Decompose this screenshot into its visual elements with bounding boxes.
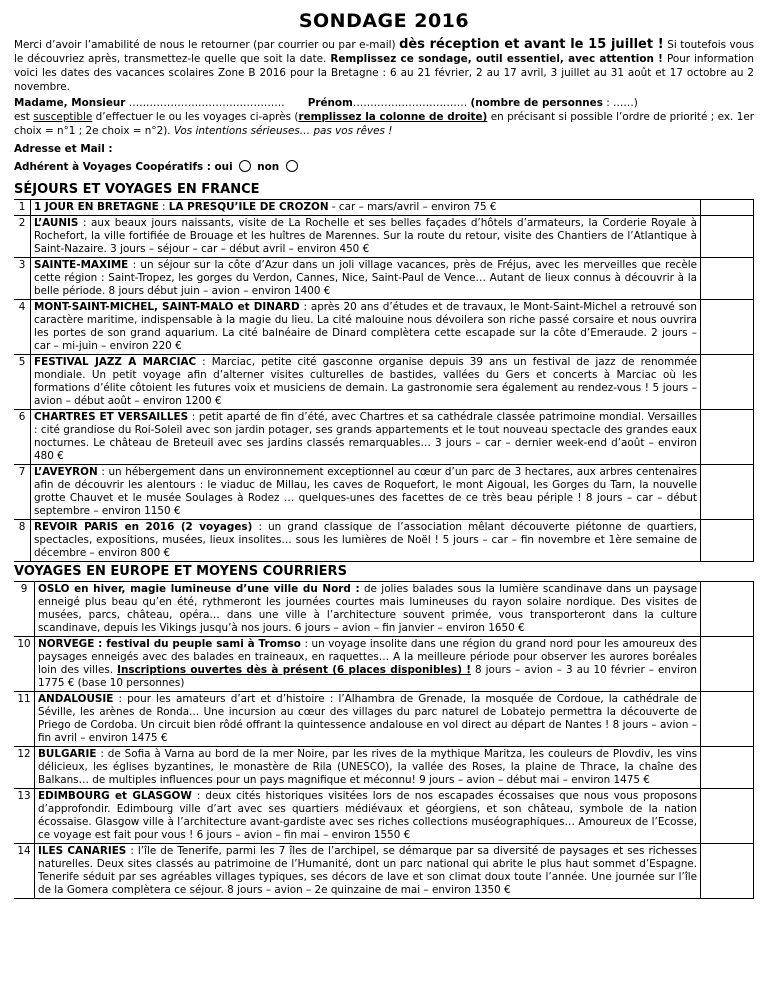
trip-number: 2: [14, 216, 31, 258]
priority-cell[interactable]: [701, 216, 754, 258]
section-europe-title: VOYAGES EN EUROPE ET MOYENS COURRIERS: [14, 564, 347, 579]
priority-cell[interactable]: [701, 844, 754, 899]
trip-text: : un grand classique de l’association mêlant découverte piétonne de quartiers, spectacles, expositions, musées, lieux insolites… sous les lumières de Noël ! 5 jours – car – fin novembre et 1ère semaine de décembre – environ 800 €: [34, 521, 697, 559]
trip-title: SAINTE-MAXIME: [34, 259, 129, 271]
trip-row: [14, 747, 754, 789]
priority-cell[interactable]: [701, 355, 754, 410]
adherent-label: Adhérent à Voyages Coopératifs : oui: [14, 161, 233, 173]
trip-description: [31, 520, 701, 562]
trip-title: FESTIVAL JAZZ A MARCIAC: [34, 356, 197, 368]
trip-text: : petit aparté de fin d’été, avec Chartres et sa cathédrale classée patrimoine mondial. Versailles : cité grandiose du Roi-Soleil avec son jardin potager, ses grands appartements et le tout nouveau spectacle des grandes eaux nocturnes. Le château de Breteuil avec ses jardins classés remarquables… 3 jours – car – dernier week-end d’août – environ 480 €: [34, 411, 697, 462]
holidays-text: Pour information voici les dates des vacances scolaires Zone B 2016 pour la Bretagne : 6 au 21 février, 2 au 17 avril, 3 juillet au 31 août et 17 octobre au 2 novembre.: [14, 53, 755, 93]
priority-cell[interactable]: [701, 692, 754, 747]
trip-text: : l’île de Tenerife, parmi les 7 îles de l’archipel, se démarque par sa diversité de paysages et ses richesses naturelles. Deux sites classés au patrimoine de l’Humanité, dont un parc national qui abrite le plus haut sommet d’Espagne. Tenerife séduit par ses agréables villages typiques, ses décors de lave et son climat doux toute l’année. Une journée sur l’île de la Gomera complètera ce séjour. 8 jours – avion – 2e quinzaine de mai – environ 1350 €: [38, 845, 697, 896]
trip-number: 8: [14, 520, 31, 562]
madame-label: Madame, Monsieur: [14, 97, 126, 109]
trip-text: : pour les amateurs d’art et d’histoire : l’Alhambra de Grenade, la mosquée de Cordoue, la cathédrale de Séville, les arènes de Ronda... Une incursion au cœur des villages du parc naturel de Lobatejo permettra la découverte de Priego de Cordoba. Un circuit bien rôdé offrant la quintessence andalouse en vol direct au départ de Nantes ! 8 jours – avion – fin avril – environ 1475 €: [38, 693, 697, 744]
intro-text-1: Merci d’avoir l’amabilité de nous le retourner (par courrier ou par e-mail): [14, 39, 396, 51]
trip-title: BULGARIE: [38, 748, 97, 760]
trip-description: [35, 582, 701, 637]
trip-description: [31, 200, 701, 216]
trip-description: [35, 637, 701, 692]
trip-title: ILES CANARIES: [38, 845, 127, 857]
trip-row: [14, 844, 754, 899]
prenom-label: Prénom: [307, 97, 353, 109]
trip-description: [31, 216, 701, 258]
trip-title: CHARTRES ET VERSAILLES: [34, 411, 189, 423]
instr-e: en précisant si possible l’ordre de priorité ; ex. 1er choix = n°1 ; 2e choix = n°2).: [14, 111, 754, 137]
trip-text: : un voyage insolite dans une région du grand nord pour les amoureux des paysages enneigés avec des balades en traineaux, en raquettes… A la meilleure période pour observer les aurores boréales loin des villes.: [38, 638, 697, 676]
trip-sep: :: [158, 201, 169, 213]
intro-text-2: Si toutefois vous le découvriez après, transmettez-le quelle que soit la date.: [14, 39, 754, 65]
trip-text: : Marciac, petite cité gasconne organise depuis 39 ans un festival de jazz de renommée mondiale. Un petit voyage afin d’alterner visites culturelles de bastides, vallées du Gers et concerts à Marciac où les formations d’élite côtoient les futures voix et musiciens de demain. La gastronomie sera également au rendez-vous ! 5 jours – avion – début août – environ 1200 €: [34, 356, 697, 407]
deadline-text: dès réception et avant le 15 juillet !: [399, 37, 664, 52]
prenom-field[interactable]: ……………………………: [352, 97, 468, 109]
trip-text: - car – mars/avril – environ 75 €: [328, 201, 497, 213]
intro-paragraph: [14, 38, 754, 94]
trip-number: 9: [14, 582, 35, 637]
instructions-paragraph: [14, 110, 754, 138]
priority-cell[interactable]: [701, 789, 754, 844]
trip-number: 3: [14, 258, 31, 300]
priority-cell[interactable]: [701, 300, 754, 355]
non-radio[interactable]: [286, 160, 298, 172]
priority-cell[interactable]: [701, 520, 754, 562]
trip-text: de jolies balades sous la lumière scandinave dans un paysage enneigé plus beau qu’en été, rythmeront les journées courtes mais lumineuses du rayon solaire nordique. Des visites de musées, parcs, château, opéra… dans une ville à l’architecture souvent primée, vous transporteront dans la culture scandinave, depuis les Vikings jusqu’à nos jours. 6 jours – avion – fin janvier – environ 1650 €: [38, 583, 697, 634]
trip-description: [35, 747, 701, 789]
page-title: SONDAGE 2016: [298, 10, 470, 32]
priority-cell[interactable]: [701, 582, 754, 637]
trip-number: 14: [14, 844, 35, 899]
trip-row: [14, 692, 754, 747]
trip-description: [31, 355, 701, 410]
section-france-title: SÉJOURS ET VOYAGES EN FRANCE: [14, 182, 260, 197]
trip-title: NORVEGE : festival du peuple sami à Tromso: [38, 638, 301, 650]
trip-row: [14, 258, 754, 300]
priority-cell[interactable]: [701, 258, 754, 300]
trip-row: [14, 582, 754, 637]
trip-number: 7: [14, 465, 31, 520]
trip-number: 1: [14, 200, 31, 216]
trip-title: ANDALOUSIE: [38, 693, 114, 705]
trip-row: [14, 355, 754, 410]
trip-text: : de Sofia à Varna au bord de la mer Noire, par les rives de la mythique Maritza, les couleurs de Plovdiv, les vins délicieux, les églises byzantines, le monastère de Rila (UNESCO), la vallée des Roses, la plaine de Thrace, la chaîne des Balkans… de multiples influences pour un pays magnifique et méconnu! 9 jours – avion – début mai – environ 1475 €: [38, 748, 697, 786]
europe-table: [14, 581, 754, 899]
adresse-label[interactable]: Adresse et Mail :: [14, 143, 113, 155]
nombre-field[interactable]: : ……): [606, 97, 638, 109]
trip-number: 5: [14, 355, 31, 410]
trip-description: [31, 300, 701, 355]
page: [14, 0, 754, 899]
trip-row: [14, 300, 754, 355]
france-table: [14, 199, 754, 562]
non-label: non: [257, 161, 280, 173]
trip-text: : un hébergement dans un environnement exceptionnel au cœur d’un parc de 3 hectares, aux arbres centenaires afin de découvrir les alentours : le viaduc de Millau, les caves de Roquefort, le mont Aigoual, les Gorges du Tarn, la nouvelle grotte Chauvet et le musée Soulages à Rodez … quelques-unes des facettes de ce très beau périple ! 8 jours – car – début septembre – environ 1150 €: [34, 466, 697, 517]
trip-description: [31, 465, 701, 520]
priority-cell[interactable]: [701, 637, 754, 692]
trip-title: MONT-SAINT-MICHEL, SAINT-MALO et DINARD: [34, 301, 300, 313]
trip-number: 11: [14, 692, 35, 747]
trip-text-end: 8 jours – avion – 3 au 10 février – environ 1775 € (base 10 personnes): [38, 664, 697, 689]
trip-title: 1 JOUR EN BRETAGNE: [34, 201, 159, 213]
trip-row: [14, 465, 754, 520]
trip-title: L’AUNIS: [34, 217, 79, 229]
trip-row: [14, 789, 754, 844]
instr-a: est: [14, 111, 30, 123]
identity-line: [14, 96, 754, 110]
oui-radio[interactable]: [239, 160, 251, 172]
trip-row: [14, 200, 754, 216]
trip-text: : après 20 ans d’études et de travaux, le Mont-Saint-Michel a retrouvé son caractère maritime, indispensable à la magie du lieu. La cité malouine nous dévoilera son riche passé corsaire et nous ouvrira les portes de son grand aquarium. La cité balnéaire de Dinard complètera cette escapade sur la côte d’Emeraude. 2 jours – car – mi-juin – environ 220 €: [34, 301, 697, 352]
trip-number: 4: [14, 300, 31, 355]
trip-row: [14, 637, 754, 692]
instr-d: remplissez la colonne de droite): [298, 111, 488, 123]
trip-text: : deux cités historiques visitées lors de nos escapades écossaises que nous vous proposons d’approfondir. Edimbourg ville d’art avec ses quartiers médiévaux et géorgiens, et son château, symbole de la nation écossaise. Glasgow ville à l’architecture avant-gardiste avec ses riches collections muséographiques… Amoureux de l’Ecosse, ce voyage est fait pour vous ! 6 jours – avion – fin mai – environ 1550 €: [38, 790, 697, 841]
trip-text: : aux beaux jours naissants, visite de La Rochelle et ses belles façades d’hôtels d’armateurs, la Corderie Royale à Rochefort, la ville fortifiée de Brouage et les huîtres de Marennes. Sur la route du retour, visite des Chantiers de l’Atlantique à Saint-Nazaire. 3 jours – séjour – car – début avril – environ 450 €: [34, 217, 697, 255]
name-field[interactable]: ………………………………………: [128, 97, 285, 109]
priority-cell[interactable]: [701, 465, 754, 520]
priority-cell[interactable]: [701, 747, 754, 789]
trip-title: OSLO en hiver, magie lumineuse d’une ville du Nord :: [38, 583, 360, 595]
fill-instruction: Remplissez ce sondage, outil essentiel, avec attention !: [330, 53, 663, 65]
priority-cell[interactable]: [701, 200, 754, 216]
nombre-label: (nombre de personnes: [470, 97, 603, 109]
trip-number: 12: [14, 747, 35, 789]
trip-row: [14, 410, 754, 465]
priority-cell[interactable]: [701, 410, 754, 465]
trip-description: [35, 844, 701, 899]
trip-subtitle: LA PRESQU’ILE DE CROZON: [168, 201, 329, 213]
trip-row: [14, 216, 754, 258]
trip-title: EDIMBOURG et GLASGOW: [38, 790, 192, 802]
trip-highlight: Inscriptions ouvertes dès à présent (6 places disponibles) !: [117, 664, 472, 676]
trip-title: REVOIR PARIS en 2016 (2 voyages): [34, 521, 253, 533]
trip-description: [31, 410, 701, 465]
trip-row: [14, 520, 754, 562]
trip-number: 10: [14, 637, 35, 692]
trip-description: [35, 789, 701, 844]
instr-b: susceptible: [33, 111, 93, 123]
instr-f: Vos intentions sérieuses… pas vos rêves !: [173, 125, 393, 137]
instr-c: d’effectuer le ou les voyages ci-après (: [95, 111, 299, 123]
trip-number: 13: [14, 789, 35, 844]
trip-title: L’AVEYRON: [34, 466, 98, 478]
trip-description: [31, 258, 701, 300]
trip-number: 6: [14, 410, 31, 465]
adresse-line: [14, 142, 754, 156]
trip-description: [35, 692, 701, 747]
adherent-line: [14, 160, 754, 174]
trip-text: : un séjour sur la côte d’Azur dans un joli village vacances, près de Fréjus, avec les merveilles que recèle cette région : Saint-Tropez, les gorges du Verdon, Cannes, Nice, Saint-Paul de Vence… Autant de lieux connus à découvrir à la belle période. 8 jours début juin – avion – environ 1400 €: [34, 259, 697, 297]
